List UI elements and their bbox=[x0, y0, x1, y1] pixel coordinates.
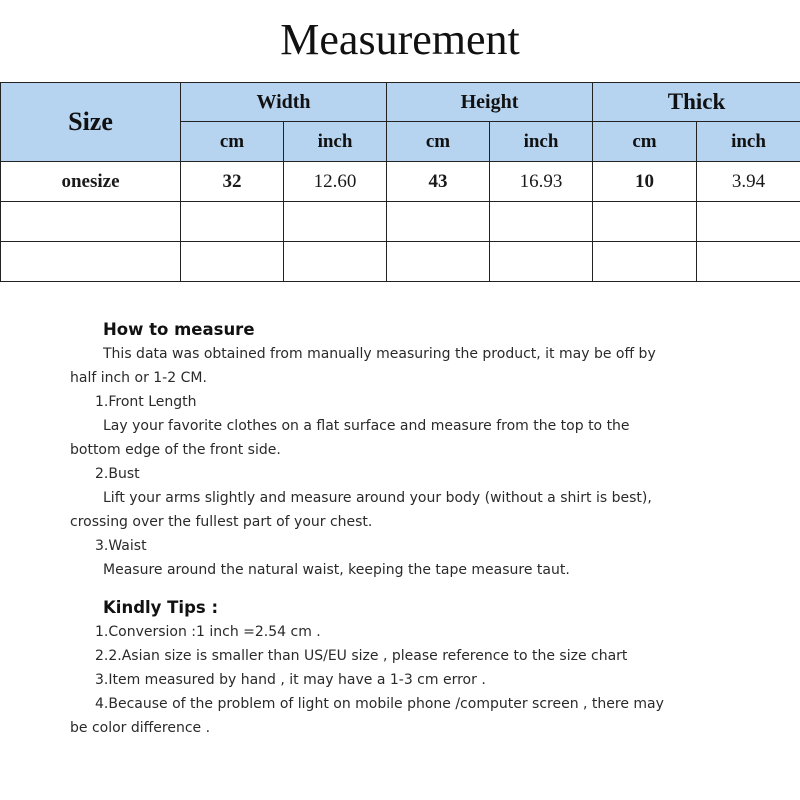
value-cell: 3.94 bbox=[697, 162, 800, 202]
value-cell: 12.60 bbox=[284, 162, 387, 202]
measure-item-text: Measure around the natural waist, keeping the tape measure taut. bbox=[103, 562, 570, 578]
measure-item-text: crossing over the fullest part of your chest. bbox=[70, 514, 373, 530]
size-header: Size bbox=[1, 83, 181, 162]
unit-header: inch bbox=[284, 122, 387, 162]
how-to-measure-heading: How to measure bbox=[103, 320, 255, 339]
measure-item-title: 2.Bust bbox=[95, 466, 140, 482]
tip-item: be color difference . bbox=[70, 720, 211, 736]
empty-row bbox=[1, 202, 800, 242]
size-cell: onesize bbox=[1, 162, 181, 202]
unit-header: inch bbox=[490, 122, 593, 162]
unit-header: inch bbox=[697, 122, 800, 162]
measure-item-title: 3.Waist bbox=[95, 538, 147, 554]
thick-header: Thick bbox=[593, 83, 800, 122]
tip-item: 2.2.Asian size is smaller than US/EU size , please reference to the size chart bbox=[95, 648, 628, 664]
intro-line: This data was obtained from manually measuring the product, it may be off by bbox=[103, 346, 656, 362]
measure-item-text: Lay your favorite clothes on a flat surface and measure from the top to the bbox=[103, 418, 630, 434]
empty-row bbox=[1, 242, 800, 282]
unit-header: cm bbox=[387, 122, 490, 162]
value-cell: 43 bbox=[387, 162, 490, 202]
measure-item-title: 1.Front Length bbox=[95, 394, 197, 410]
table-row bbox=[1, 162, 800, 202]
kindly-tips-heading: Kindly Tips : bbox=[103, 598, 219, 617]
notes-section bbox=[70, 318, 710, 740]
page-title: Measurement bbox=[280, 15, 520, 64]
height-header: Height bbox=[387, 83, 593, 122]
value-cell: 16.93 bbox=[490, 162, 593, 202]
value-cell: 32 bbox=[181, 162, 284, 202]
intro-line: half inch or 1-2 CM. bbox=[70, 370, 207, 386]
unit-header: cm bbox=[181, 122, 284, 162]
value-cell: 10 bbox=[593, 162, 697, 202]
measure-item-text: bottom edge of the front side. bbox=[70, 442, 281, 458]
tip-item: 1.Conversion :1 inch =2.54 cm . bbox=[95, 624, 321, 640]
measure-item-text: Lift your arms slightly and measure around your body (without a shirt is best), bbox=[103, 490, 652, 506]
width-header: Width bbox=[181, 83, 387, 122]
unit-header: cm bbox=[593, 122, 697, 162]
size-table bbox=[0, 82, 800, 282]
tip-item: 4.Because of the problem of light on mobile phone /computer screen , there may bbox=[95, 696, 664, 712]
tip-item: 3.Item measured by hand , it may have a 1-3 cm error . bbox=[95, 672, 486, 688]
